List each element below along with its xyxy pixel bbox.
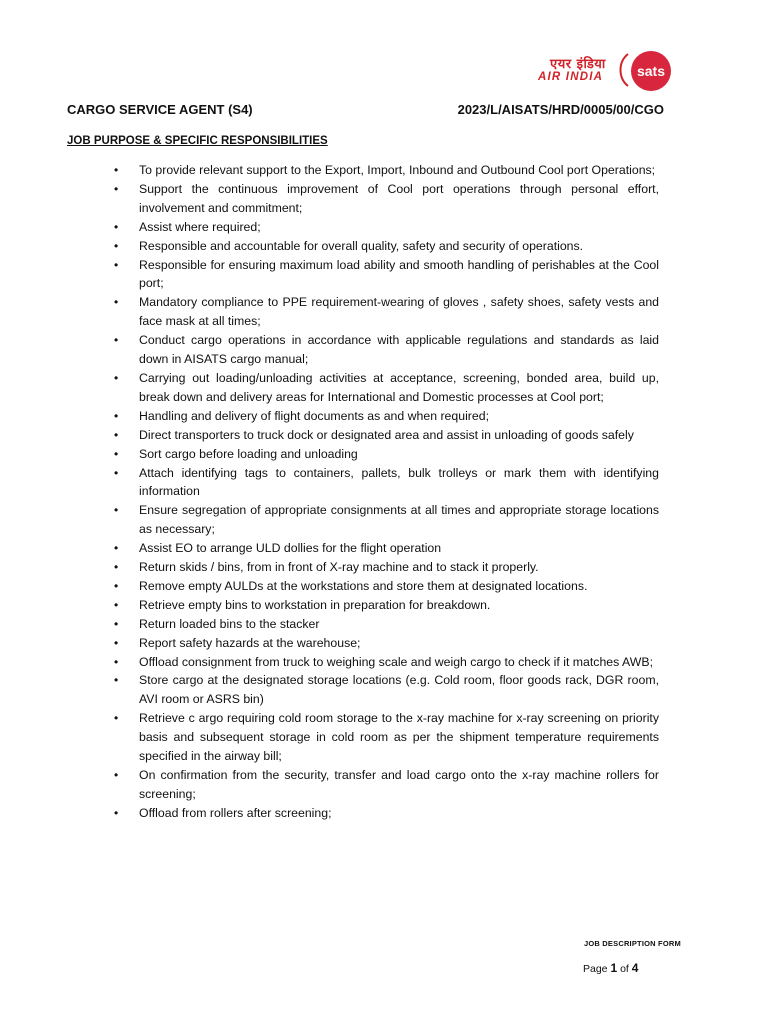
list-item (111, 558, 659, 577)
bullet-icon: • (114, 711, 119, 726)
list-item (111, 539, 659, 558)
logo-air-india-text: AIR INDIA (538, 71, 604, 83)
logo-sats-text: sats (636, 63, 666, 79)
page-word: Page (583, 963, 608, 975)
list-item (111, 596, 659, 615)
bullet-icon: • (114, 295, 119, 310)
list-item (111, 709, 659, 766)
bullet-icon: • (114, 560, 119, 575)
bullet-icon: • (114, 181, 119, 196)
list-item (111, 161, 659, 180)
bullet-icon: • (114, 446, 119, 461)
bullet-icon: • (114, 578, 119, 593)
footer-form-label: JOB DESCRIPTION FORM (584, 939, 681, 948)
bullet-icon: • (114, 503, 119, 518)
list-item-text: Attach identifying tags to containers, pallets, bulk trolleys or mark them with identifying information (139, 465, 659, 499)
logo-hindi-text: एयर इंडिया (550, 57, 606, 72)
company-logo (536, 48, 672, 98)
list-item-text: Conduct cargo operations in accordance with applicable regulations and standards as laid down in AISATS cargo manual; (139, 333, 659, 367)
list-item-text: Remove empty AULDs at the workstations and store them at designated locations. (139, 578, 588, 593)
list-item-text: Responsible and accountable for overall quality, safety and security of operations. (139, 238, 584, 253)
list-item-text: Assist where required; (139, 219, 261, 234)
of-word: of (620, 963, 629, 975)
list-item-text: Mandatory compliance to PPE requirement-wearing of gloves , safety shoes, safety vests and face mask at all times; (139, 295, 659, 329)
bullet-icon: • (114, 616, 119, 631)
list-item-text: Support the continuous improvement of Cool port operations through personal effort, involvement and commitment; (139, 181, 659, 215)
bullet-icon: • (114, 408, 119, 423)
list-item-text: Ensure segregation of appropriate consignments at all times and appropriate storage locations as necessary; (139, 503, 659, 537)
document-reference: 2023/L/AISATS/HRD/0005/00/CGO (457, 102, 664, 117)
bullet-icon: • (114, 219, 119, 234)
bullet-icon: • (114, 427, 119, 442)
list-item-text: Retrieve c argo requiring cold room storage to the x-ray machine for x-ray screening on priority basis and subsequent storage in cold room as per the shipment temperature requirements specified in the airway bill; (139, 711, 659, 764)
bullet-icon: • (114, 238, 119, 253)
list-item (111, 331, 659, 369)
bullet-icon: • (114, 333, 119, 348)
list-item-text: Assist EO to arrange ULD dollies for the flight operation (139, 541, 442, 556)
list-item (111, 445, 659, 464)
footer-page-number (583, 961, 638, 975)
list-item (111, 426, 659, 445)
list-item-text: Report safety hazards at the warehouse; (139, 635, 361, 650)
bullet-icon: • (114, 370, 119, 385)
list-item-text: On confirmation from the security, transfer and load cargo onto the x-ray machine rollers for screening; (139, 768, 659, 801)
list-item (111, 577, 659, 596)
list-item-text: Return loaded bins to the stacker (139, 616, 320, 631)
bullet-icon: • (114, 768, 119, 782)
list-item (111, 237, 659, 256)
list-item-text: Offload consignment from truck to weighing scale and weigh cargo to check if it matches AWB; (139, 654, 653, 669)
list-item (111, 218, 659, 237)
page-total: 4 (631, 961, 639, 975)
list-item (111, 369, 659, 407)
list-item-text: Sort cargo before loading and unloading (139, 446, 358, 461)
bullet-icon: • (114, 673, 119, 688)
list-item-text: Offload from rollers after screening; (139, 805, 332, 820)
bullet-icon: • (114, 635, 119, 650)
job-title: CARGO SERVICE AGENT (S4) (67, 102, 253, 117)
bullet-icon: • (114, 597, 119, 612)
list-item (111, 671, 659, 709)
list-item-text: Handling and delivery of flight documents as and when required; (139, 408, 489, 423)
logo-swoosh-icon (614, 52, 632, 88)
bullet-icon: • (114, 654, 119, 669)
list-item (111, 804, 659, 823)
bullet-icon: • (114, 163, 119, 177)
list-item (111, 615, 659, 634)
bullet-icon: • (114, 257, 119, 272)
list-item-text: Direct transporters to truck dock or designated area and assist in unloading of goods safely (139, 427, 634, 442)
list-item-text: To provide relevant support to the Export, Import, Inbound and Outbound Cool port Operations; (139, 163, 656, 177)
list-item-text: Carrying out loading/unloading activities at acceptance, screening, bonded area, build up, break down and delivery areas for International and Domestic processes at Cool port; (139, 370, 659, 404)
bullet-icon: • (114, 541, 119, 556)
bullet-icon: • (114, 465, 119, 480)
list-item (111, 180, 659, 218)
responsibilities-list (111, 161, 659, 823)
list-item (111, 464, 659, 502)
list-item (111, 501, 659, 539)
list-item (111, 634, 659, 653)
list-item (111, 293, 659, 331)
logo-sats-badge (631, 51, 671, 91)
list-item (111, 407, 659, 426)
list-item-text: Store cargo at the designated storage locations (e.g. Cold room, floor goods rack, DGR room, AVI room or ASRS bin) (139, 673, 659, 707)
bullet-icon: • (114, 805, 119, 820)
section-heading: JOB PURPOSE & SPECIFIC RESPONSIBILITIES (67, 135, 328, 147)
list-item (111, 766, 659, 804)
list-item-text: Retrieve empty bins to workstation in preparation for breakdown. (139, 597, 491, 612)
list-item-text: Responsible for ensuring maximum load ability and smooth handling of perishables at the Cool port; (139, 257, 659, 291)
list-item-text: Return skids / bins, from in front of X-ray machine and to stack it properly. (139, 560, 539, 575)
list-item (111, 653, 659, 672)
page-current: 1 (610, 961, 618, 975)
list-item (111, 256, 659, 294)
